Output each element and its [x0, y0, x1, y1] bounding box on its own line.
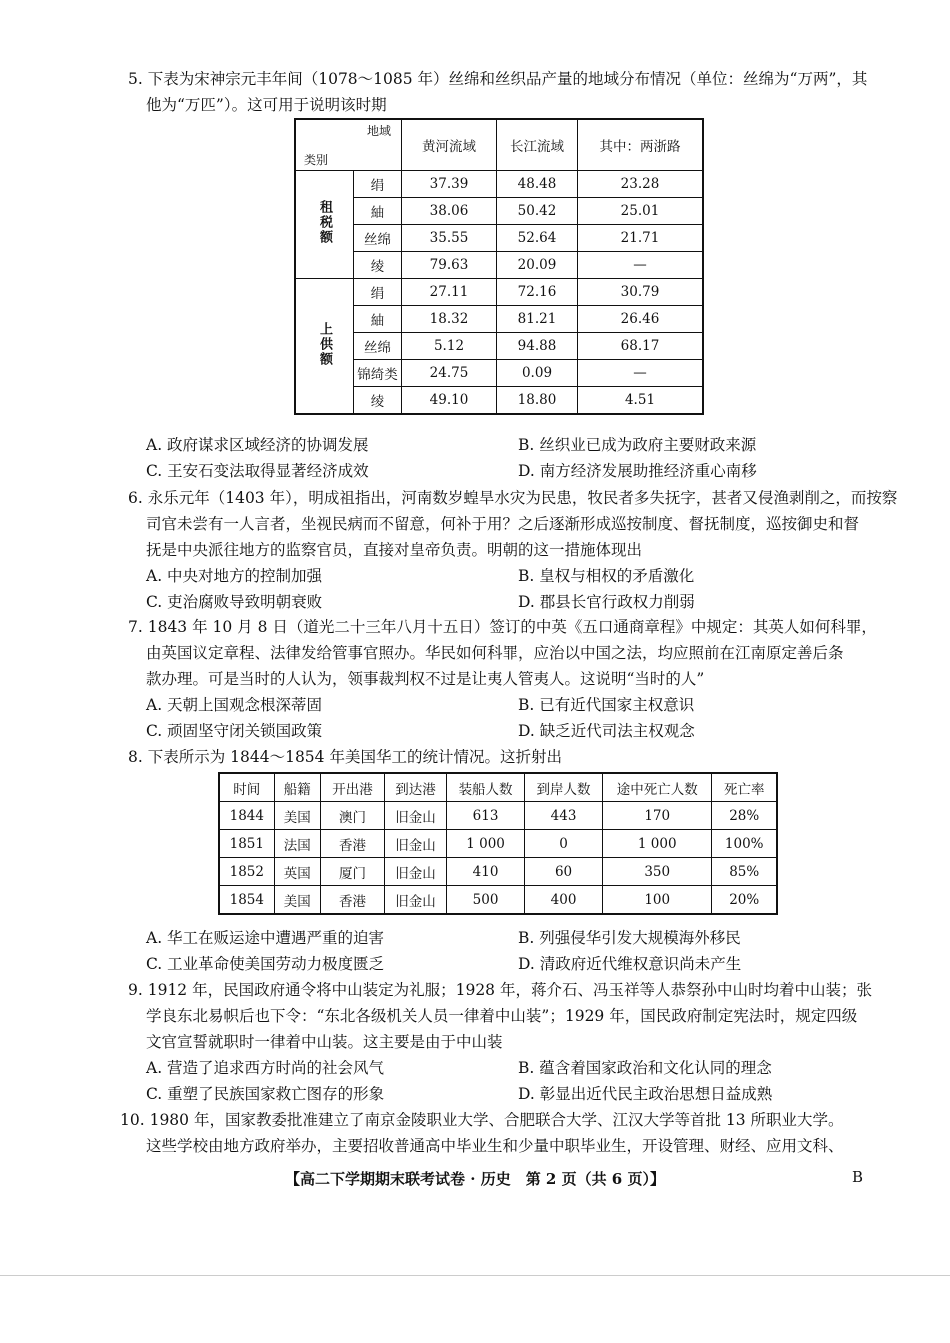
q10-stem-line-2: 这些学校由地方政府举办，主要招收普通高中毕业生和少量中职毕业生，开设管理、财经、应用文科、 — [146, 1137, 844, 1155]
q8-col-header: 到达港 — [385, 773, 447, 802]
q8-cell: 旧金山 — [385, 802, 447, 830]
q8-cell: 28% — [712, 802, 777, 830]
q8-option-a[interactable]: A. 华工在贩运途中遭遇严重的迫害 — [146, 929, 385, 947]
q7-option-d[interactable]: D. 缺乏近代司法主权观念 — [518, 722, 695, 740]
table-row — [219, 858, 777, 886]
q9-stem-line-3: 文官宣誓就职时一律着中山装。这主要是由于中山装 — [146, 1033, 503, 1051]
q5-cell: 绫 — [354, 387, 402, 415]
q7-option-c[interactable]: C. 顽固坚守闭关锁国政策 — [146, 722, 323, 740]
q5-cell: 锦绮类 — [354, 360, 402, 387]
q6-stem-line-1: 6. 永乐元年（1403 年），明成祖指出，河南数岁蝗旱水灾为民患，牧民者多失抚字，甚者又侵渔剥削之，而按察 — [128, 489, 898, 507]
q8-option-d[interactable]: D. 清政府近代维权意识尚未产生 — [518, 955, 742, 973]
q8-option-b[interactable]: B. 列强侵华引发大规模海外移民 — [518, 929, 741, 947]
table-row — [219, 802, 777, 830]
q5-cell: 0.09 — [497, 360, 578, 387]
q8-cell: 100 — [603, 886, 712, 915]
q5-cell: 35.55 — [402, 225, 497, 252]
q9-option-b[interactable]: B. 蕴含着国家政治和文化认同的理念 — [518, 1059, 772, 1077]
q5-cell: 48.48 — [497, 171, 578, 198]
paper-version-letter: B — [852, 1168, 864, 1186]
q10-stem-line-1: 10. 1980 年，国家教委批准建立了南京金陵职业大学、合肥联合大学、江汉大学等首批 13 所职业大学。 — [120, 1111, 844, 1129]
q8-cell: 旧金山 — [385, 886, 447, 915]
q6-option-d[interactable]: D. 郡县长官行政权力削弱 — [518, 593, 695, 611]
q5-cell: 24.75 — [402, 360, 497, 387]
q8-cell: 20% — [712, 886, 777, 915]
q5-cell: 绫 — [354, 252, 402, 279]
q8-table — [218, 772, 778, 915]
q5-cell: 25.01 — [578, 198, 704, 225]
q8-col-header: 开出港 — [320, 773, 384, 802]
scan-edge-divider — [0, 1275, 950, 1276]
q5-option-d[interactable]: D. 南方经济发展助推经济重心南移 — [518, 462, 757, 480]
q8-cell: 1852 — [219, 858, 274, 886]
q8-cell: 美国 — [274, 886, 320, 915]
q5-option-b[interactable]: B. 丝织业已成为政府主要财政来源 — [518, 436, 757, 454]
q8-cell: 旧金山 — [385, 830, 447, 858]
q8-col-header: 装船人数 — [447, 773, 525, 802]
q8-cell: 100% — [712, 830, 777, 858]
q6-option-b[interactable]: B. 皇权与相权的矛盾激化 — [518, 567, 695, 585]
q5-col-header: 黄河流域 — [402, 119, 497, 171]
q5-cell: 20.09 — [497, 252, 578, 279]
q5-table-corner — [295, 119, 402, 171]
q8-stem-line-1: 8. 下表所示为 1844～1854 年美国华工的统计情况。这折射出 — [128, 748, 562, 766]
q8-cell: 法国 — [274, 830, 320, 858]
q5-cell: 紬 — [354, 306, 402, 333]
q5-cell: 丝绵 — [354, 225, 402, 252]
q5-stem-line-1: 5. 下表为宋神宗元丰年间（1078～1085 年）丝绵和丝织品产量的地域分布情况（单位：丝绵为“万两”，其 — [128, 70, 868, 88]
q7-stem-line-3: 款办理。可是当时的人认为，领事裁判权不过是让夷人管夷人。这说明“当时的人” — [146, 670, 705, 688]
q5-cell: 5.12 — [402, 333, 497, 360]
q9-stem-line-2: 学良东北易帜后也下令：“东北各级机关人员一律着中山装”；1929 年，国民政府制定宪法时，规定四级 — [146, 1007, 858, 1025]
q5-cell: 49.10 — [402, 387, 497, 415]
q5-group-label: 上供额 — [295, 279, 354, 415]
q8-cell: 613 — [447, 802, 525, 830]
q8-cell: 1 000 — [447, 830, 525, 858]
q8-cell: 350 — [603, 858, 712, 886]
q5-cell: 23.28 — [578, 171, 704, 198]
q5-col-header: 其中：两浙路 — [578, 119, 704, 171]
q9-option-a[interactable]: A. 营造了追求西方时尚的社会风气 — [146, 1059, 385, 1077]
q5-cell: 81.21 — [497, 306, 578, 333]
q8-cell: 香港 — [320, 830, 384, 858]
q6-stem-line-3: 抚是中央派往地方的监察官员，直接对皇帝负责。明朝的这一措施体现出 — [146, 541, 643, 559]
q5-col-header: 长江流域 — [497, 119, 578, 171]
q5-cell: 37.39 — [402, 171, 497, 198]
q6-option-c[interactable]: C. 吏治腐败导致明朝衰败 — [146, 593, 323, 611]
q5-cell: 79.63 — [402, 252, 497, 279]
q5-cell: — — [578, 360, 704, 387]
q8-cell: 英国 — [274, 858, 320, 886]
q5-corner-bottom: 类别 — [304, 153, 329, 167]
q5-cell: 绢 — [354, 171, 402, 198]
q5-table — [294, 118, 704, 415]
q5-cell: — — [578, 252, 704, 279]
q5-option-c[interactable]: C. 王安石变法取得显著经济成效 — [146, 462, 369, 480]
q8-col-header: 途中死亡人数 — [603, 773, 712, 802]
q6-stem-line-2: 司官未尝有一人言者，坐视民病而不留意，何补于用？之后逐渐形成巡按制度、督抚制度，巡按御史和督 — [146, 515, 860, 533]
q8-col-header: 船籍 — [274, 773, 320, 802]
q8-cell: 500 — [447, 886, 525, 915]
q5-cell: 27.11 — [402, 279, 497, 306]
q5-cell: 68.17 — [578, 333, 704, 360]
q8-cell: 170 — [603, 802, 712, 830]
q8-cell: 旧金山 — [385, 858, 447, 886]
q8-cell: 1851 — [219, 830, 274, 858]
q5-cell: 72.16 — [497, 279, 578, 306]
q8-option-c[interactable]: C. 工业革命使美国劳动力极度匮乏 — [146, 955, 385, 973]
q5-cell: 18.80 — [497, 387, 578, 415]
q5-cell: 丝绵 — [354, 333, 402, 360]
q8-cell: 1844 — [219, 802, 274, 830]
q6-option-a[interactable]: A. 中央对地方的控制加强 — [146, 567, 323, 585]
q5-cell: 紬 — [354, 198, 402, 225]
q5-cell: 18.32 — [402, 306, 497, 333]
q8-cell: 85% — [712, 858, 777, 886]
q5-cell: 30.79 — [578, 279, 704, 306]
q8-cell: 1854 — [219, 886, 274, 915]
q5-cell: 38.06 — [402, 198, 497, 225]
q5-corner-top: 地域 — [366, 124, 391, 138]
q8-cell: 澳门 — [320, 802, 384, 830]
q7-stem-line-1: 7. 1843 年 10 月 8 日（道光二十三年八月十五日）签订的中英《五口通商章程》中规定：其英人如何科罪， — [128, 618, 877, 636]
q8-cell: 410 — [447, 858, 525, 886]
table-row — [219, 830, 777, 858]
q5-option-a[interactable]: A. 政府谋求区域经济的协调发展 — [146, 436, 369, 454]
q8-cell: 0 — [525, 830, 603, 858]
q8-cell: 厦门 — [320, 858, 384, 886]
q5-cell: 94.88 — [497, 333, 578, 360]
q9-option-c[interactable]: C. 重塑了民族国家救亡图存的形象 — [146, 1085, 385, 1103]
q5-cell: 52.64 — [497, 225, 578, 252]
q8-cell: 美国 — [274, 802, 320, 830]
q8-col-header: 死亡率 — [712, 773, 777, 802]
q5-cell: 50.42 — [497, 198, 578, 225]
q5-cell: 26.46 — [578, 306, 704, 333]
q5-stem-line-2: 他为“万匹”）。这可用于说明该时期 — [146, 96, 387, 114]
q8-cell: 400 — [525, 886, 603, 915]
q5-cell: 21.71 — [578, 225, 704, 252]
q8-col-header: 到岸人数 — [525, 773, 603, 802]
q9-stem-line-1: 9. 1912 年，民国政府通令将中山装定为礼服；1928 年，蒋介石、冯玉祥等人恭祭孙中山时均着中山装；张 — [128, 981, 872, 999]
q8-cell: 443 — [525, 802, 603, 830]
q7-option-a[interactable]: A. 天朝上国观念根深蒂固 — [146, 696, 323, 714]
q8-cell: 60 — [525, 858, 603, 886]
page-footer: 【高二下学期期末联考试卷 · 历史 第 2 页（共 6 页）】 — [285, 1170, 665, 1188]
q8-cell: 香港 — [320, 886, 384, 915]
q9-option-d[interactable]: D. 彰显出近代民主政治思想日益成熟 — [518, 1085, 773, 1103]
q8-cell: 1 000 — [603, 830, 712, 858]
q5-group-label: 租税额 — [295, 171, 354, 279]
q7-stem-line-2: 由英国议定章程、法律发给管事官照办。华民如何科罪，应治以中国之法，均应照前在江南原定善后条 — [146, 644, 844, 662]
table-row — [219, 886, 777, 915]
q7-option-b[interactable]: B. 已有近代国家主权意识 — [518, 696, 695, 714]
q8-col-header: 时间 — [219, 773, 274, 802]
q5-cell: 4.51 — [578, 387, 704, 415]
q5-cell: 绢 — [354, 279, 402, 306]
